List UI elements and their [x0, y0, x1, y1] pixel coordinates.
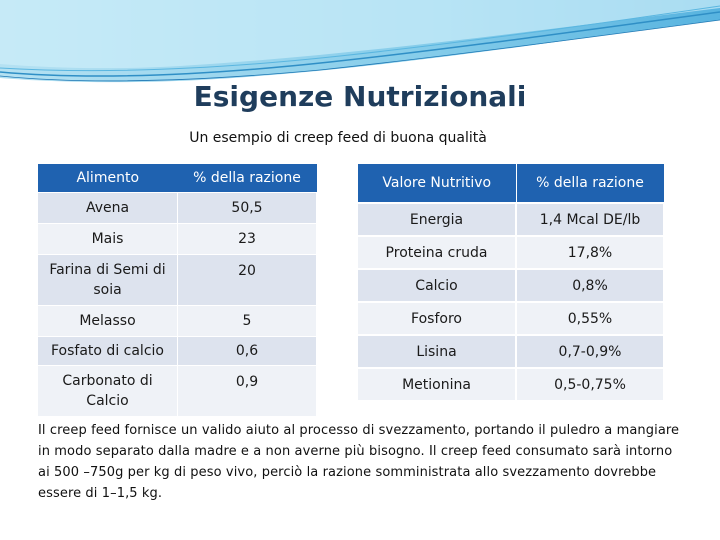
table-row [38, 193, 317, 224]
cell-percent: 5 [178, 306, 317, 337]
table-row [358, 368, 664, 400]
cell-nutrient: Energia [358, 203, 516, 236]
food-composition-table [38, 164, 317, 416]
description-paragraph: Il creep feed fornisce un valido aiuto al processo di svezzamento, portando il puledro a mangiare in modo separato dalla madre e a non averne più bisogno. Il creep feed consumato sarà intorno ai 500 –750g per kg di peso vivo, perciò la razione somministrata allo svezzamento dovrebbe essere di 1–1,5 kg. [38, 423, 680, 501]
page-subtitle: Un esempio di creep feed di buona qualità [189, 130, 487, 146]
cell-nutrient: Proteina cruda [358, 236, 516, 269]
cell-food: Avena [38, 193, 178, 224]
column-header-alimento: Alimento [38, 164, 178, 193]
page-title: Esigenze Nutrizionali [193, 80, 527, 113]
cell-value: 0,7-0,9% [516, 335, 664, 368]
cell-percent: 0,6 [178, 337, 317, 366]
cell-nutrient: Lisina [358, 335, 516, 368]
column-header-valore: Valore Nutritivo [358, 164, 516, 203]
cell-percent: 0,9 [178, 366, 317, 417]
cell-value: 0,8% [516, 269, 664, 302]
cell-food: Carbonato di Calcio [38, 366, 178, 417]
table-row [38, 306, 317, 337]
table-row [358, 203, 664, 236]
nutritional-values-table [358, 164, 665, 400]
table-row [38, 366, 317, 417]
cell-food: Mais [38, 224, 178, 255]
cell-value: 17,8% [516, 236, 664, 269]
cell-nutrient: Calcio [358, 269, 516, 302]
table-row [38, 255, 317, 306]
cell-percent: 20 [178, 255, 317, 306]
column-header-percent: % della razione [178, 164, 317, 193]
cell-value: 1,4 Mcal DE/lb [516, 203, 664, 236]
cell-value: 0,5-0,75% [516, 368, 664, 400]
table-row [38, 224, 317, 255]
cell-food: Farina di Semi di soia [38, 255, 178, 306]
cell-food: Melasso [38, 306, 178, 337]
cell-percent: 50,5 [178, 193, 317, 224]
table-row [38, 337, 317, 366]
table-row [358, 236, 664, 269]
cell-food: Fosfato di calcio [38, 337, 178, 366]
cell-value: 0,55% [516, 302, 664, 335]
cell-percent: 23 [178, 224, 317, 255]
column-header-percent: % della razione [516, 164, 664, 203]
table-row [358, 335, 664, 368]
decorative-wave-banner [0, 0, 720, 90]
cell-nutrient: Metionina [358, 368, 516, 400]
table-row [358, 302, 664, 335]
table-row [358, 269, 664, 302]
cell-nutrient: Fosforo [358, 302, 516, 335]
